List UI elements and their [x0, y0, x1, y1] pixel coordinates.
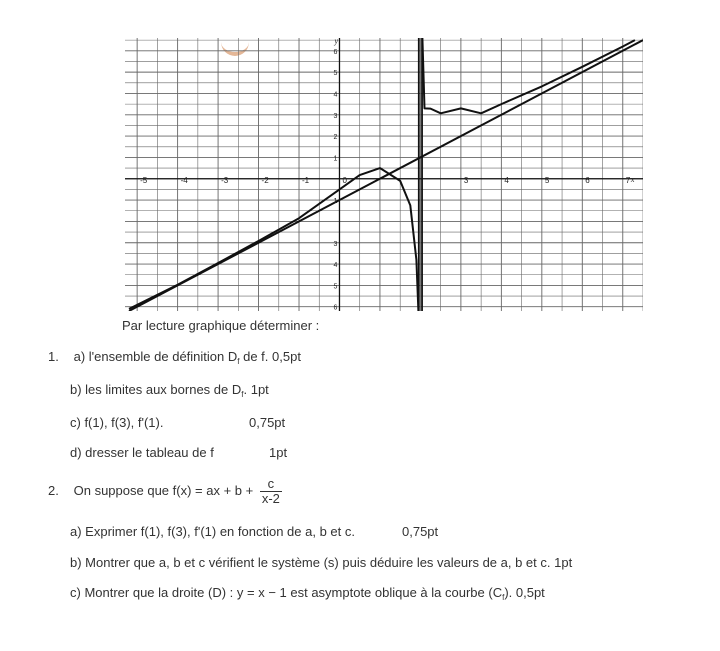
y-tick-label: 5	[333, 70, 338, 78]
y-tick-label: 3	[333, 240, 338, 248]
y-tick-label: 3	[333, 112, 338, 120]
question-2-a-points: 0,75pt	[402, 524, 439, 539]
y-tick-label: 6	[333, 304, 338, 311]
x-tick-label: 6	[585, 175, 590, 185]
x-tick-label: 5	[544, 175, 550, 185]
y-axis-label: y	[334, 38, 339, 46]
x-tick-label: 7	[625, 175, 631, 185]
y-tick-label: 4	[333, 91, 338, 99]
axes	[125, 38, 643, 311]
x-tick-label: -1	[302, 175, 310, 185]
grid-lines	[125, 38, 643, 311]
question-1-d-points: 1pt	[269, 445, 288, 460]
function-graph	[125, 38, 643, 311]
curves	[129, 38, 643, 311]
question-2-number: 2.	[48, 482, 59, 498]
question-1-b: b) les limites aux bornes de $D_f$. 1pt	[70, 382, 269, 399]
x-tick-label: 0	[342, 175, 347, 185]
x-tick-label: 4	[504, 175, 509, 185]
function-curve	[422, 38, 635, 113]
y-tick-label: 5	[333, 283, 338, 291]
question-2-a: a) Exprimer f(1), f(3), f'(1) en fonction de a, b et c.	[70, 524, 355, 539]
y-tick-label: 6	[333, 48, 338, 56]
oblique-asymptote-line	[129, 40, 643, 311]
question-1-c: c) f(1), f(3), f'(1).	[70, 415, 164, 430]
x-tick-label: 3	[463, 175, 469, 185]
question-2-b: b) Montrer que a, b et c vérifient le système (s) puis déduire les valeurs de a, b et c. 1pt	[70, 555, 573, 570]
question-1-a: 1. a) l'ensemble de définition $D_f$ de f. 0,5pt	[48, 349, 301, 366]
y-tick-label: 1	[333, 198, 338, 206]
intro-text: Par lecture graphique déterminer :	[122, 318, 320, 333]
y-tick-label: 1	[333, 155, 338, 163]
x-axis-label: x	[630, 174, 635, 184]
question-1-number: 1.	[48, 349, 59, 364]
x-tick-label: -3	[221, 175, 229, 185]
question-2-c: c) Montrer que la droite (D) : y = x − 1 est asymptote oblique à la courbe $(C_f)$. 0,5pt	[70, 585, 545, 602]
y-tick-label: 4	[333, 262, 338, 270]
x-tick-label: -5	[140, 175, 148, 185]
question-2-stem: 2. On suppose que f(x) = ax + b + $\frac{c}{x-2}$	[48, 476, 280, 506]
fraction-c-over-x-minus-2: $\frac{c}{x-2}$	[261, 476, 280, 506]
question-1-c-points: 0,75pt	[249, 415, 286, 430]
y-tick-label: 2	[333, 134, 338, 142]
x-tick-label: -2	[261, 175, 269, 185]
x-tick-label: -4	[180, 175, 188, 185]
question-1-d: d) dresser le tableau de f	[70, 445, 214, 460]
